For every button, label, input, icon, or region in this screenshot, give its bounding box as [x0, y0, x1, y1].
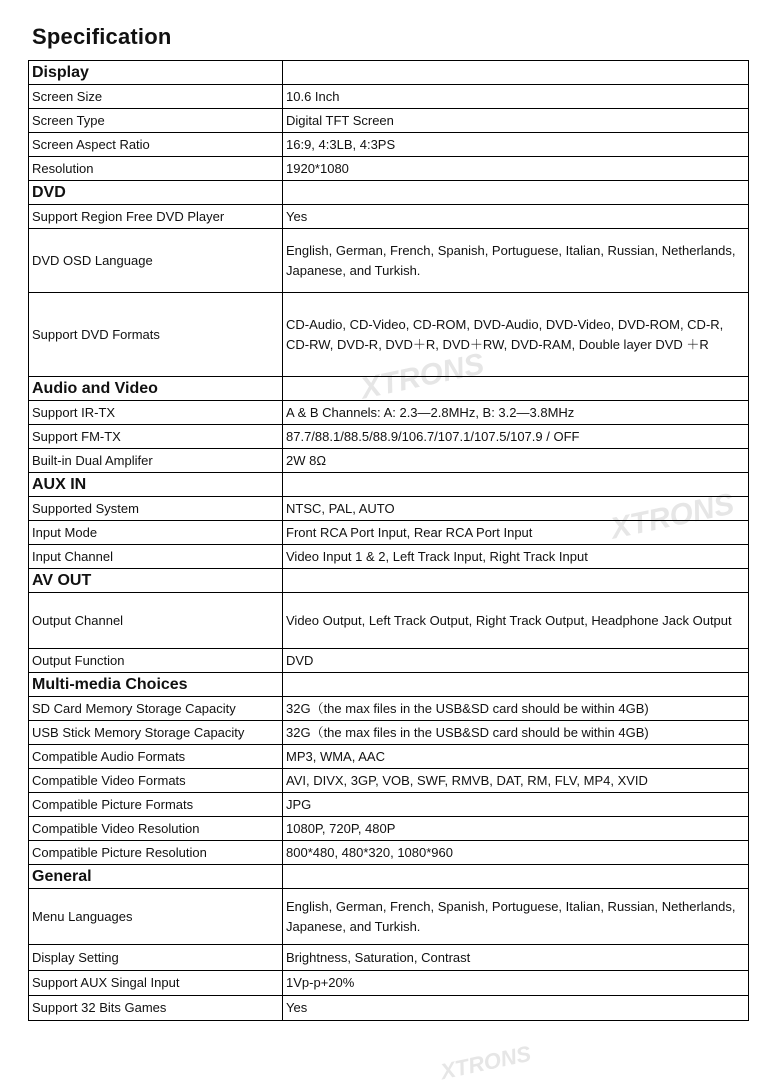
section-title: General: [29, 865, 283, 889]
page-title: Specification: [32, 24, 172, 49]
spec-value: Brightness, Saturation, Contrast: [283, 945, 749, 971]
spec-label: Compatible Picture Resolution: [29, 841, 283, 865]
spec-value: CD-Audio, CD-Video, CD-ROM, DVD-Audio, DVD-Video, DVD-ROM, CD-R, CD-RW, DVD-R, DVD＋R, DVD＋RW, DVD-RAM, Double layer DVD ＋R: [283, 293, 749, 377]
specification-table: [28, 60, 749, 1021]
section-empty-cell: [283, 569, 749, 593]
section-header-row: [29, 377, 749, 401]
spec-value: Yes: [283, 996, 749, 1021]
spec-value: 800*480, 480*320, 1080*960: [283, 841, 749, 865]
specification-table-body: [29, 61, 749, 1021]
spec-value: 1920*1080: [283, 157, 749, 181]
watermark: XTRONS: [438, 1040, 534, 1085]
spec-value: Video Output, Left Track Output, Right Track Output, Headphone Jack Output: [283, 593, 749, 649]
spec-label: Output Channel: [29, 593, 283, 649]
spec-value: 1080P, 720P, 480P: [283, 817, 749, 841]
spec-label: Support Region Free DVD Player: [29, 205, 283, 229]
spec-value: Yes: [283, 205, 749, 229]
spec-value: DVD: [283, 649, 749, 673]
spec-label: Menu Languages: [29, 889, 283, 945]
section-title: AV OUT: [29, 569, 283, 593]
table-row: [29, 521, 749, 545]
table-row: [29, 769, 749, 793]
spec-label: Compatible Audio Formats: [29, 745, 283, 769]
section-header-row: [29, 61, 749, 85]
spec-label: Support AUX Singal Input: [29, 971, 283, 996]
spec-label: Screen Size: [29, 85, 283, 109]
section-empty-cell: [283, 865, 749, 889]
spec-label: Built-in Dual Amplifer: [29, 449, 283, 473]
spec-value: 32G（the max files in the USB&SD card should be within 4GB): [283, 721, 749, 745]
spec-label: Display Setting: [29, 945, 283, 971]
table-row: [29, 593, 749, 649]
spec-value: 1Vp-p+20%: [283, 971, 749, 996]
section-title: AUX IN: [29, 473, 283, 497]
spec-value: A & B Channels: A: 2.3—2.8MHz, B: 3.2—3.8MHz: [283, 401, 749, 425]
table-row: [29, 721, 749, 745]
spec-label: Support IR-TX: [29, 401, 283, 425]
section-header-row: [29, 673, 749, 697]
table-row: [29, 425, 749, 449]
spec-label: Screen Aspect Ratio: [29, 133, 283, 157]
spec-label: Screen Type: [29, 109, 283, 133]
spec-value: 2W 8Ω: [283, 449, 749, 473]
spec-label: Input Mode: [29, 521, 283, 545]
table-row: [29, 401, 749, 425]
spec-label: Compatible Video Formats: [29, 769, 283, 793]
spec-label: Compatible Video Resolution: [29, 817, 283, 841]
table-row: [29, 817, 749, 841]
table-row: [29, 545, 749, 569]
section-title: DVD: [29, 181, 283, 205]
spec-label: Support FM-TX: [29, 425, 283, 449]
spec-value: Video Input 1 & 2, Left Track Input, Right Track Input: [283, 545, 749, 569]
spec-value: MP3, WMA, AAC: [283, 745, 749, 769]
table-row: [29, 157, 749, 181]
table-row: [29, 841, 749, 865]
spec-label: Supported System: [29, 497, 283, 521]
table-row: [29, 133, 749, 157]
table-row: [29, 745, 749, 769]
section-empty-cell: [283, 473, 749, 497]
spec-value: 32G（the max files in the USB&SD card should be within 4GB): [283, 697, 749, 721]
section-empty-cell: [283, 377, 749, 401]
watermark: XTRONS: [357, 347, 487, 406]
section-title: Display: [29, 61, 283, 85]
table-row: [29, 971, 749, 996]
table-row: [29, 945, 749, 971]
table-row: [29, 293, 749, 377]
spec-value: 87.7/88.1/88.5/88.9/106.7/107.1/107.5/107.9 / OFF: [283, 425, 749, 449]
table-row: [29, 793, 749, 817]
spec-label: Resolution: [29, 157, 283, 181]
section-title: Multi-media Choices: [29, 673, 283, 697]
spec-value: AVI, DIVX, 3GP, VOB, SWF, RMVB, DAT, RM, FLV, MP4, XVID: [283, 769, 749, 793]
section-header-row: [29, 473, 749, 497]
spec-label: Input Channel: [29, 545, 283, 569]
section-empty-cell: [283, 61, 749, 85]
watermark: XTRONS: [607, 487, 737, 546]
spec-label: DVD OSD Language: [29, 229, 283, 293]
spec-value: 10.6 Inch: [283, 85, 749, 109]
spec-value: English, German, French, Spanish, Portuguese, Italian, Russian, Netherlands, Japanese, and Turkish.: [283, 889, 749, 945]
table-row: [29, 889, 749, 945]
table-row: [29, 996, 749, 1021]
section-empty-cell: [283, 181, 749, 205]
section-title: Audio and Video: [29, 377, 283, 401]
spec-value: English, German, French, Spanish, Portuguese, Italian, Russian, Netherlands, Japanese, and Turkish.: [283, 229, 749, 293]
spec-label: Output Function: [29, 649, 283, 673]
spec-label: Support 32 Bits Games: [29, 996, 283, 1021]
table-row: [29, 205, 749, 229]
section-header-row: [29, 865, 749, 889]
table-row: [29, 85, 749, 109]
spec-value: Front RCA Port Input, Rear RCA Port Input: [283, 521, 749, 545]
table-row: [29, 449, 749, 473]
section-header-row: [29, 569, 749, 593]
section-empty-cell: [283, 673, 749, 697]
spec-label: Support DVD Formats: [29, 293, 283, 377]
spec-value: JPG: [283, 793, 749, 817]
table-row: [29, 697, 749, 721]
spec-value: NTSC, PAL, AUTO: [283, 497, 749, 521]
table-row: [29, 649, 749, 673]
spec-label: USB Stick Memory Storage Capacity: [29, 721, 283, 745]
spec-value: 16:9, 4:3LB, 4:3PS: [283, 133, 749, 157]
spec-value: Digital TFT Screen: [283, 109, 749, 133]
table-row: [29, 497, 749, 521]
section-header-row: [29, 181, 749, 205]
table-row: [29, 109, 749, 133]
table-row: [29, 229, 749, 293]
spec-label: SD Card Memory Storage Capacity: [29, 697, 283, 721]
spec-label: Compatible Picture Formats: [29, 793, 283, 817]
